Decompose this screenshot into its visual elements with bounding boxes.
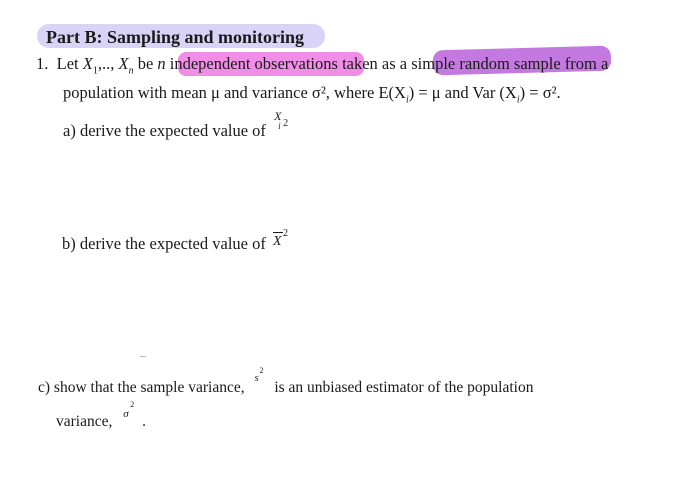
question-1-line-2 [63,83,561,105]
expr-sup-2: 2 [282,228,288,239]
expr-x-bar: X [272,234,282,249]
q1-text: ,.., [97,54,119,73]
var-x: X [82,54,93,73]
part-c-text: is an unbiased estimator of the population [274,379,534,396]
q1-text: from a [560,54,609,73]
highlighted-simple-random-sample: simple random sample [411,54,561,73]
part-b [62,228,292,254]
q1-text: taken as a [337,54,412,73]
question-1-line-1 [36,54,608,76]
q1-text: be [133,54,158,73]
stray-mark [140,356,146,357]
part-c-line-1 [38,366,534,397]
q1-text: ) = σ². [519,83,561,102]
part-b-label: b) derive the expected value of [62,234,266,253]
part-c-label: c) show that the sample variance, [38,379,245,396]
sup-2: 2 [259,366,264,375]
sup-2: 2 [130,400,135,409]
part-c-text: variance, [56,413,113,430]
overbar [273,232,283,233]
sub-i: i [516,94,520,106]
q1-text: ) = μ and Var (X [408,83,517,102]
sample-variance-symbol [248,366,270,392]
sub-n: n [128,65,134,77]
expr-sup-2: 2 [283,118,289,129]
sym-sigma: σ [123,408,129,420]
expr-x: X [274,109,282,123]
sym-s: s [254,372,259,384]
part-a-label: a) derive the expected value of [63,121,266,140]
population-variance-symbol [116,400,138,426]
var-n: n [157,54,166,73]
q1-text: Let [56,54,83,73]
part-b-expression [270,228,292,254]
sub-1: 1 [92,65,98,77]
question-number: 1. [36,54,49,73]
part-a [63,109,296,141]
section-heading: Part B: Sampling and monitoring [46,27,305,47]
part-a-expression [270,109,296,141]
part-c-line-2 [56,400,146,431]
highlighted-independent-observations: independent observations [169,54,338,73]
var-x: X [118,54,129,73]
sub-i: i [405,94,409,106]
part-c-end: . [142,413,146,430]
expr-sub-i: i [278,121,281,131]
q1-text: population with mean μ and variance σ², where E(X [63,83,406,102]
